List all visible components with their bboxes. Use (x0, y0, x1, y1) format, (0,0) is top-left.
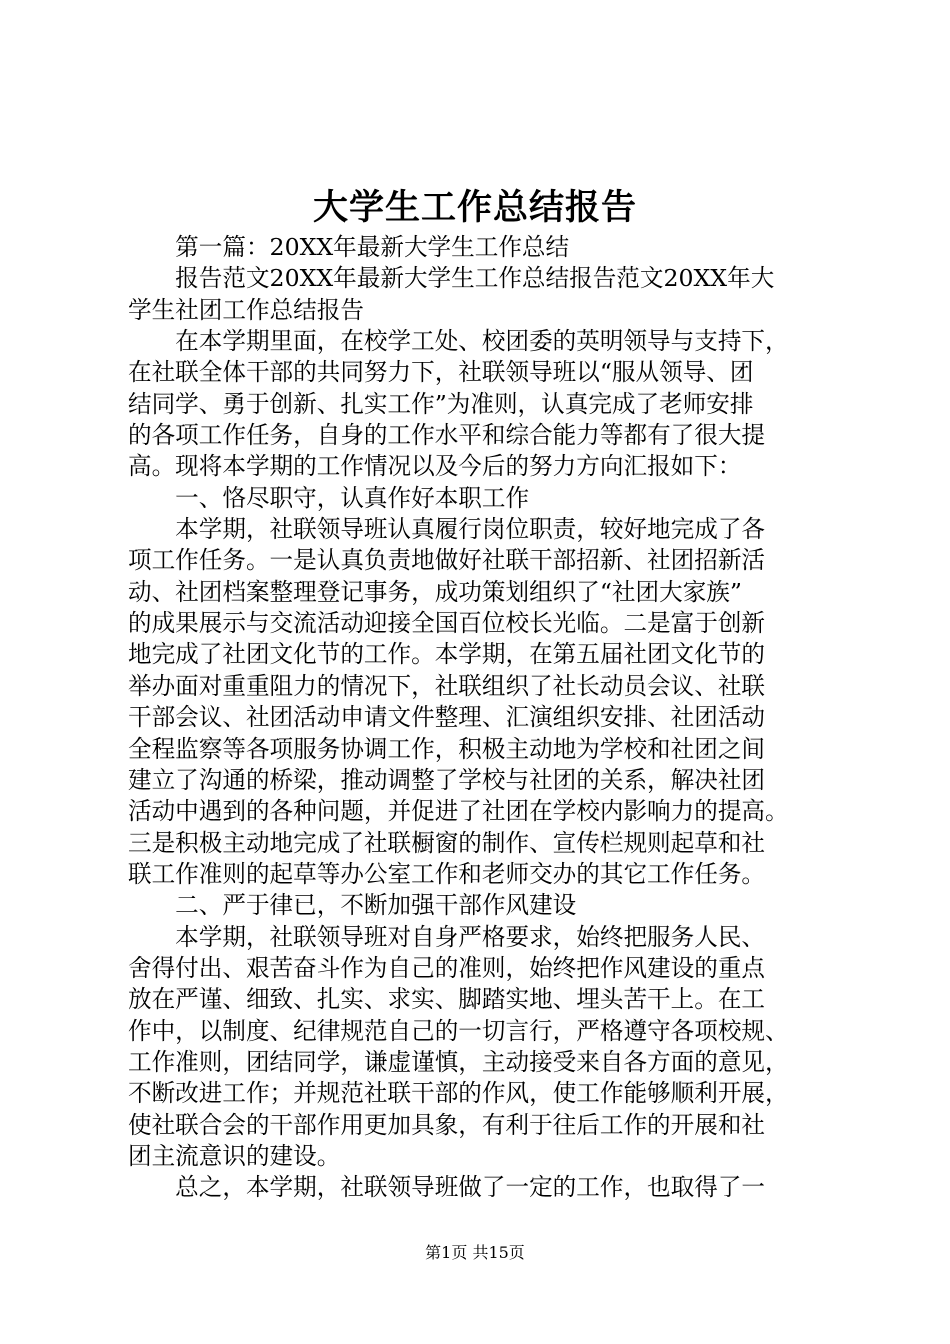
text-line: 使社联合会的干部作用更加具象，有利于往后工作的开展和社 (128, 1110, 766, 1139)
text-line: 高。现将本学期的工作情况以及今后的努力方向汇报如下： (128, 452, 742, 481)
page-footer: 第1页 共15页 (425, 1243, 525, 1262)
document-body (128, 232, 834, 1204)
text-line: 三是积极主动地完成了社联橱窗的制作、宣传栏规则起草和社 (128, 828, 766, 857)
text-line: 第一篇：20XX年最新大学生工作总结 (128, 233, 570, 261)
text-line: 地完成了社团文化节的工作。本学期，在第五届社团文化节的 (128, 640, 766, 669)
text-line: 举办面对重重阻力的情况下，社联组织了社长动员会议、社联 (128, 671, 766, 700)
text-line: 团主流意识的建设。 (128, 1141, 341, 1170)
text-line: 工作准则，团结同学，谦虚谨慎，主动接受来自各方面的意见， (128, 1047, 789, 1076)
text-line: 在本学期里面，在校学工处、校团委的英明领导与支持下， (128, 327, 789, 356)
text-line: 不断改进工作；并规范社联干部的作风，使工作能够顺利开展， (128, 1079, 789, 1108)
text-line: 本学期，社联领导班认真履行岗位职责，较好地完成了各 (128, 515, 766, 544)
text-line: 放在严谨、细致、扎实、求实、脚踏实地、埋头苦干上。在工 (128, 985, 766, 1014)
text-line: 在社联全体干部的共同努力下，社联领导班以“服从领导、团 (128, 358, 754, 387)
text-line: 总之，本学期，社联领导班做了一定的工作，也取得了一 (128, 1173, 766, 1202)
text-line: 二、严于律已，不断加强干部作风建设 (128, 891, 577, 920)
text-line: 建立了沟通的桥梁，推动调整了学校与社团的关系，解决社团 (128, 765, 766, 794)
text-line: 舍得付出、艰苦奋斗作为自己的准则，始终把作风建设的重点 (128, 953, 766, 982)
text-line: 动、社团档案整理登记事务，成功策划组织了“社团大家族” (128, 577, 742, 606)
text-line: 本学期，社联领导班对自身严格要求，始终把服务人民、 (128, 922, 766, 951)
text-line: 一、恪尽职守，认真作好本职工作 (128, 483, 530, 512)
text-line: 报告范文20XX年最新大学生工作总结报告范文20XX年大 (128, 264, 775, 293)
text-line: 全程监察等各项服务协调工作，积极主动地为学校和社团之间 (128, 734, 766, 763)
text-line: 联工作准则的起草等办公室工作和老师交办的其它工作任务。 (128, 859, 766, 888)
text-line: 结同学、勇于创新、扎实工作”为准则，认真完成了老师安排 (128, 389, 754, 418)
text-line: 的各项工作任务，自身的工作水平和综合能力等都有了很大提 (128, 421, 766, 450)
text-line: 干部会议、社团活动申请文件整理、汇演组织安排、社团活动 (128, 703, 766, 732)
text-line: 项工作任务。一是认真负责地做好社联干部招新、社团招新活 (128, 546, 766, 575)
text-line: 作中，以制度、纪律规范自己的一切言行，严格遵守各项校规、 (128, 1016, 789, 1045)
text-line: 的成果展示与交流活动迎接全国百位校长光临。二是富于创新 (128, 609, 766, 638)
text-line: 学生社团工作总结报告 (128, 295, 364, 324)
document-title: 大学生工作总结报告 (312, 187, 637, 228)
text-line: 活动中遇到的各种问题，并促进了社团在学校内影响力的提高。 (128, 797, 789, 826)
